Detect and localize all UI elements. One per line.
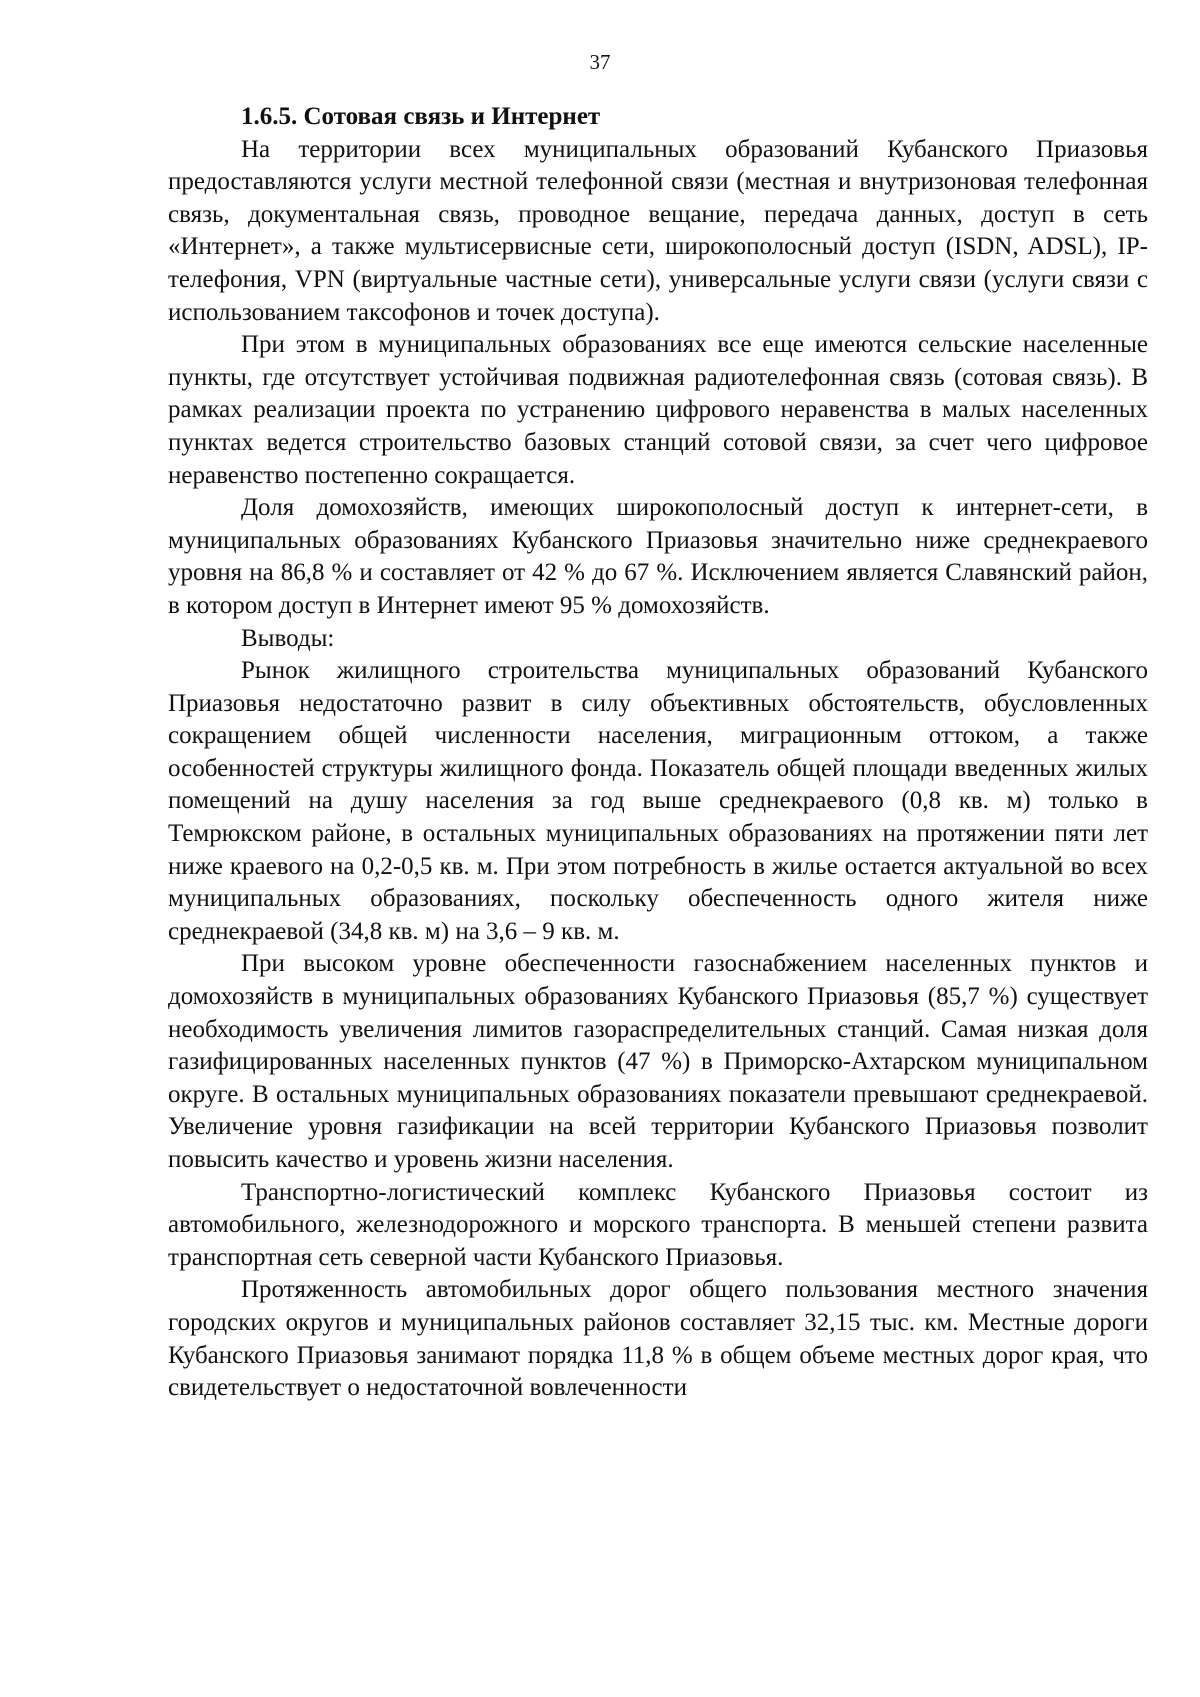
- paragraph-services: На территории всех муниципальных образований Кубанского Приазовья предоставляются услуги местной телефонной связи (местная и внутризоновая телефонная связь, документальная связь, проводное вещание, передача данных, доступ в сеть «Интернет», а также мультисервисные сети, широкополосный доступ (ISDN, ADSL), IP-телефония, VPN (виртуальные частные сети), универсальные услуги связи (услуги связи с использованием таксофонов и точек доступа).: [168, 135, 1148, 326]
- conclusion-roads: Протяженность автомобильных дорог общего пользования местного значения городских округов и муниципальных районов составляет 32,15 тыс. км. Местные дороги Кубанского Приазовья занимают порядка 11,8 % в общем объеме местных дорог края, что свидетельствует о недостаточной вовлеченности: [168, 1276, 1148, 1402]
- conclusion-housing: Рынок жилищного строительства муниципальных образований Кубанского Приазовья недостаточно развит в силу объективных обстоятельств, обусловленных сокращением общей численности населения, миграционным оттоком, а также особенностей структуры жилищного фонда. Показатель общей площади введенных жилых помещений на душу населения за год выше среднекраевого (0,8 кв. м) только в Темрюкском районе, в остальных муниципальных образованиях на протяжении пяти лет ниже краевого на 0,2-0,5 кв. м. При этом потребность в жилье остается актуальной во всех муниципальных образованиях, поскольку обеспеченность одного жителя ниже среднекраевой (34,8 кв. м) на 3,6 – 9 кв. м.: [168, 657, 1148, 945]
- conclusions-label: Выводы:: [241, 624, 335, 652]
- conclusion-transport: Транспортно-логистический комплекс Кубанского Приазовья состоит из автомобильного, железнодорожного и морского транспорта. В меньшей степени развита транспортная сеть северной части Кубанского Приазовья.: [168, 1178, 1148, 1271]
- paragraph-cellular-coverage: При этом в муниципальных образованиях все еще имеются сельские населенные пункты, где отсутствует устойчивая подвижная радиотелефонная связь (сотовая связь). В рамках реализации проекта по устранению цифрового неравенства в малых населенных пунктах ведется строительство базовых станций сотовой связи, за счет чего цифровое неравенство постепенно сокращается.: [168, 331, 1148, 489]
- page-content: [168, 101, 1148, 1405]
- conclusion-gas-supply: При высоком уровне обеспеченности газоснабжением населенных пунктов и домохозяйств в муниципальных образованиях Кубанского Приазовья (85,7 %) существует необходимость увеличения лимитов газораспределительных станций. Самая низкая доля газифицированных населенных пунктов (47 %) в Приморско-Ахтарском муниципальном округе. В остальных муниципальных образованиях показатели превышают среднекраевой. Увеличение уровня газификации на всей территории Кубанского Приазовья позволит повысить качество и уровень жизни населения.: [168, 950, 1148, 1173]
- section-heading: 1.6.5. Сотовая связь и Интернет: [241, 103, 601, 130]
- paragraph-broadband-share: Доля домохозяйств, имеющих широкополосный доступ к интернет-сети, в муниципальных образованиях Кубанского Приазовья значительно ниже среднекраевого уровня на 86,8 % и составляет от 42 % до 67 %. Исключением является Славянский район, в котором доступ в Интернет имеют 95 % домохозяйств.: [168, 494, 1148, 619]
- page-number: 37: [589, 50, 611, 74]
